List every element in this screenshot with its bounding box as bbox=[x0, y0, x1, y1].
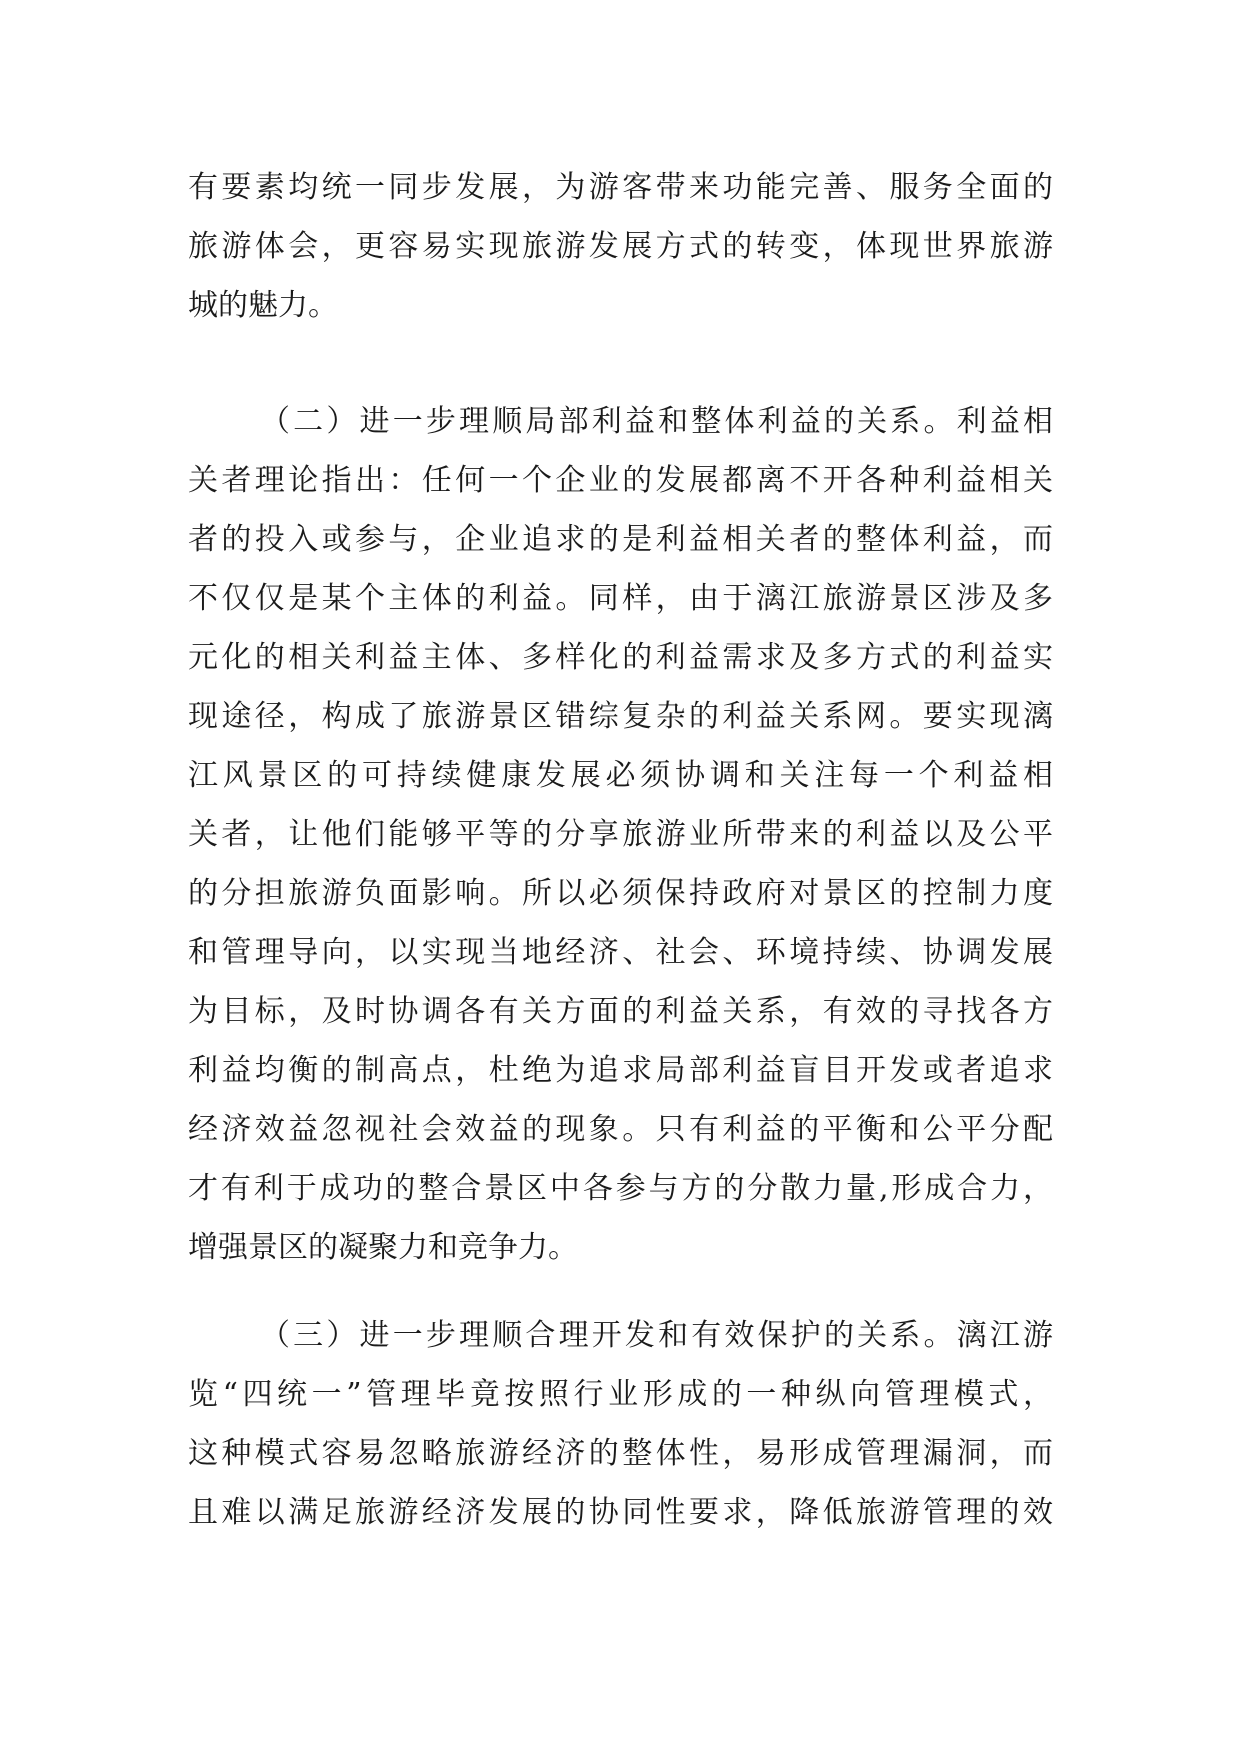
paragraph-line: 现途径，构成了旅游景区错综复杂的利益关系网。要实现漓 bbox=[188, 699, 1053, 734]
paragraph-section-2 bbox=[188, 392, 1053, 1277]
paragraph-line: 不仅仅是某个主体的利益。同样，由于漓江旅游景区涉及多 bbox=[188, 581, 1053, 616]
paragraph-line: 者的投入或参与，企业追求的是利益相关者的整体利益，而 bbox=[188, 522, 1053, 557]
paragraph-section-3 bbox=[188, 1306, 1053, 1542]
paragraph-line: 为目标，及时协调各有关方面的利益关系，有效的寻找各方 bbox=[188, 994, 1053, 1029]
paragraph-line: 关者理论指出：任何一个企业的发展都离不开各种利益相关 bbox=[188, 463, 1053, 498]
paragraph-line: 经济效益忽视社会效益的现象。只有利益的平衡和公平分配 bbox=[188, 1112, 1053, 1147]
paragraph-line: 旅游体会，更容易实现旅游发展方式的转变，体现世界旅游 bbox=[188, 229, 1053, 264]
paragraph-line: 有要素均统一同步发展，为游客带来功能完善、服务全面的 bbox=[188, 170, 1053, 205]
paragraph-continuation bbox=[188, 158, 1053, 335]
paragraph-line: 览“四统一”管理毕竟按照行业形成的一种纵向管理模式， bbox=[188, 1377, 1053, 1412]
paragraph-line: 元化的相关利益主体、多样化的利益需求及多方式的利益实 bbox=[188, 640, 1053, 675]
paragraph-line: 利益均衡的制高点，杜绝为追求局部利益盲目开发或者追求 bbox=[188, 1053, 1053, 1088]
paragraph-line: 和管理导向，以实现当地经济、社会、环境持续、协调发展 bbox=[188, 935, 1053, 970]
paragraph-line: 这种模式容易忽略旅游经济的整体性，易形成管理漏洞，而 bbox=[188, 1436, 1053, 1471]
paragraph-line: 城的魅力。 bbox=[188, 288, 338, 323]
paragraph-line: 才有利于成功的整合景区中各参与方的分散力量,形成合力， bbox=[188, 1171, 1053, 1206]
paragraph-line: 关者，让他们能够平等的分享旅游业所带来的利益以及公平 bbox=[188, 817, 1053, 852]
paragraph-line: 的分担旅游负面影响。所以必须保持政府对景区的控制力度 bbox=[188, 876, 1053, 911]
paragraph-line: 且难以满足旅游经济发展的协同性要求，降低旅游管理的效 bbox=[188, 1495, 1053, 1530]
paragraph-line: 增强景区的凝聚力和竞争力。 bbox=[188, 1230, 578, 1265]
paragraph-line: （二）进一步理顺局部利益和整体利益的关系。利益相 bbox=[260, 404, 1053, 439]
paragraph-line: 江风景区的可持续健康发展必须协调和关注每一个利益相 bbox=[188, 758, 1053, 793]
paragraph-line: （三）进一步理顺合理开发和有效保护的关系。漓江游 bbox=[260, 1318, 1053, 1353]
